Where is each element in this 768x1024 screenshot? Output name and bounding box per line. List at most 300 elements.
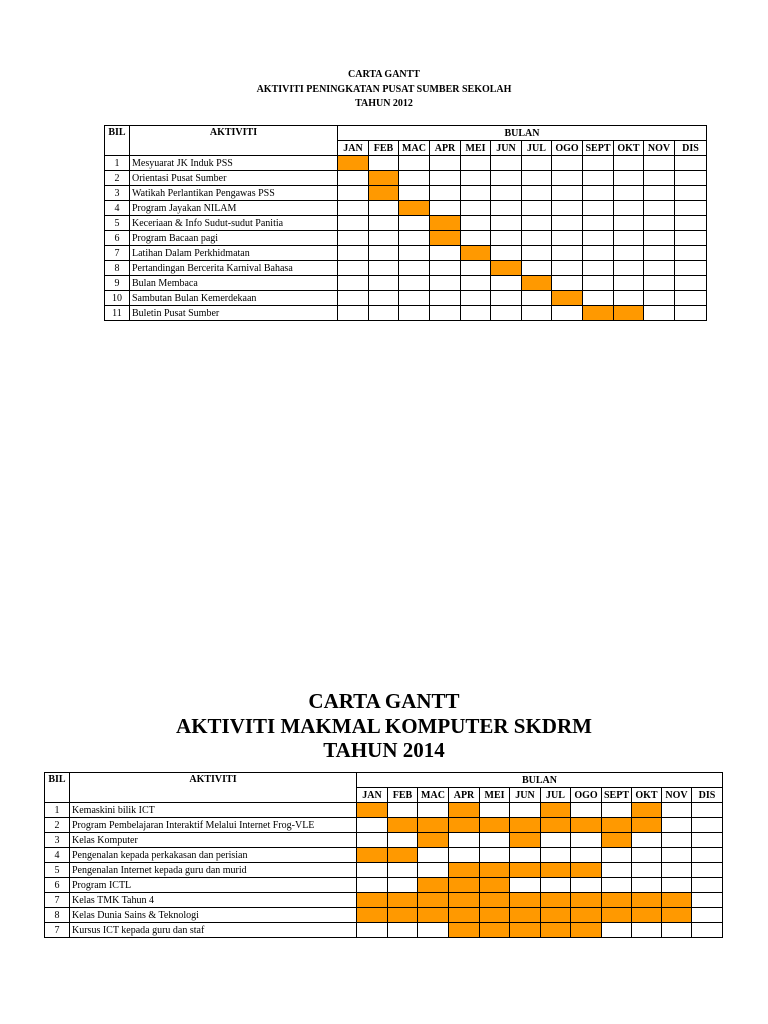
row-bil: 4 [105, 201, 130, 216]
gantt-cell [614, 261, 644, 276]
gantt-cell [418, 803, 449, 818]
month-header-sept: SEPT [602, 788, 632, 803]
gantt-cell [644, 306, 675, 321]
gantt-cell-active [571, 893, 602, 908]
gantt-cell [583, 291, 614, 306]
gantt-cell-active [449, 818, 480, 833]
row-aktiviti: Kursus ICT kepada guru dan staf [70, 923, 357, 938]
gantt-cell [491, 201, 522, 216]
chart2-title-line1: CARTA GANTT [308, 689, 460, 713]
gantt-cell [614, 156, 644, 171]
row-bil: 11 [105, 306, 130, 321]
gantt-cell-active [338, 156, 369, 171]
gantt-cell-active [602, 818, 632, 833]
table-row [105, 306, 707, 321]
chart1-title-line1: CARTA GANTT [348, 69, 420, 80]
gantt-cell [461, 171, 491, 186]
month-header-mei: MEI [461, 141, 491, 156]
gantt-cell [541, 833, 571, 848]
row-bil: 8 [45, 908, 70, 923]
gantt-cell [583, 246, 614, 261]
row-aktiviti: Kelas TMK Tahun 4 [70, 893, 357, 908]
gantt-cell [399, 171, 430, 186]
gantt-cell [571, 848, 602, 863]
gantt-cell [418, 923, 449, 938]
row-bil: 3 [105, 186, 130, 201]
gantt-cell [430, 306, 461, 321]
gantt-cell [675, 171, 707, 186]
gantt-cell [399, 186, 430, 201]
row-aktiviti: Kemaskini bilik ICT [70, 803, 357, 818]
gantt-cell [552, 216, 583, 231]
month-header-dis: DIS [692, 788, 723, 803]
gantt-cell [491, 156, 522, 171]
gantt-cell [461, 306, 491, 321]
gantt-cell [552, 261, 583, 276]
gantt-cell [430, 201, 461, 216]
table-row [45, 878, 723, 893]
gantt-cell [338, 201, 369, 216]
header-bulan: BULAN [338, 126, 707, 141]
gantt-cell-active [388, 818, 418, 833]
gantt-cell [491, 231, 522, 246]
gantt-table-2012 [104, 125, 707, 321]
gantt-cell [602, 923, 632, 938]
header-aktiviti: AKTIVITI [130, 126, 338, 156]
row-bil: 3 [45, 833, 70, 848]
table-row [45, 923, 723, 938]
gantt-cell-active [571, 908, 602, 923]
gantt-cell [571, 878, 602, 893]
gantt-cell-active [388, 848, 418, 863]
gantt-cell [602, 878, 632, 893]
table-row [105, 201, 707, 216]
gantt-cell [522, 261, 552, 276]
row-aktiviti: Mesyuarat JK Induk PSS [130, 156, 338, 171]
gantt-cell-active [614, 306, 644, 321]
month-header-ogo: OGO [552, 141, 583, 156]
row-aktiviti: Pengenalan Internet kepada guru dan murid [70, 863, 357, 878]
gantt-cell [614, 171, 644, 186]
chart1-title-line3: TAHUN 2012 [355, 98, 413, 109]
row-aktiviti: Latihan Dalam Perkhidmatan [130, 246, 338, 261]
table-row [105, 216, 707, 231]
gantt-cell [388, 803, 418, 818]
gantt-cell-active [399, 201, 430, 216]
gantt-cell [338, 216, 369, 231]
gantt-cell-active [571, 863, 602, 878]
gantt-cell-active [449, 893, 480, 908]
gantt-cell [644, 231, 675, 246]
gantt-cell [522, 171, 552, 186]
chart1-title-line2: AKTIVITI PENINGKATAN PUSAT SUMBER SEKOLAH [256, 84, 512, 95]
gantt-cell [491, 171, 522, 186]
month-header-mac: MAC [418, 788, 449, 803]
gantt-cell [388, 833, 418, 848]
gantt-cell [632, 863, 662, 878]
gantt-cell-active [510, 923, 541, 938]
gantt-cell [583, 261, 614, 276]
gantt-cell [552, 276, 583, 291]
gantt-cell [491, 216, 522, 231]
row-aktiviti: Program Pembelajaran Interaktif Melalui Internet Frog-VLE [70, 818, 357, 833]
gantt-cell [675, 306, 707, 321]
gantt-cell [662, 878, 692, 893]
month-header-sept: SEPT [583, 141, 614, 156]
gantt-cell [662, 848, 692, 863]
gantt-cell-active [388, 893, 418, 908]
gantt-cell [510, 878, 541, 893]
gantt-cell [369, 246, 399, 261]
month-header-apr: APR [430, 141, 461, 156]
chart2-title-line2: AKTIVITI MAKMAL KOMPUTER SKDRM [176, 714, 592, 738]
gantt-cell [541, 848, 571, 863]
row-bil: 8 [105, 261, 130, 276]
gantt-cell [602, 848, 632, 863]
gantt-cell [399, 246, 430, 261]
gantt-cell [662, 863, 692, 878]
gantt-cell [369, 261, 399, 276]
gantt-cell [480, 848, 510, 863]
month-header-jan: JAN [338, 141, 369, 156]
gantt-cell [522, 186, 552, 201]
row-bil: 1 [45, 803, 70, 818]
gantt-cell-active [602, 908, 632, 923]
gantt-cell [399, 276, 430, 291]
gantt-cell [461, 291, 491, 306]
gantt-cell-active [480, 923, 510, 938]
gantt-cell [510, 803, 541, 818]
gantt-cell [522, 291, 552, 306]
gantt-cell [675, 261, 707, 276]
gantt-cell-active [449, 908, 480, 923]
gantt-cell [644, 246, 675, 261]
gantt-cell [692, 893, 723, 908]
month-header-feb: FEB [388, 788, 418, 803]
gantt-cell-active [357, 848, 388, 863]
gantt-cell-active [418, 893, 449, 908]
gantt-cell [491, 276, 522, 291]
gantt-cell [644, 291, 675, 306]
row-bil: 4 [45, 848, 70, 863]
gantt-cell [357, 833, 388, 848]
gantt-cell [491, 246, 522, 261]
gantt-cell-active [491, 261, 522, 276]
row-bil: 5 [45, 863, 70, 878]
gantt-cell [602, 803, 632, 818]
gantt-cell [510, 848, 541, 863]
row-bil: 6 [45, 878, 70, 893]
gantt-cell [662, 803, 692, 818]
gantt-cell [614, 216, 644, 231]
month-header-feb: FEB [369, 141, 399, 156]
gantt-cell [552, 171, 583, 186]
gantt-cell [522, 201, 552, 216]
gantt-cell [614, 291, 644, 306]
gantt-cell-active [552, 291, 583, 306]
gantt-cell [571, 833, 602, 848]
gantt-cell [571, 803, 602, 818]
gantt-cell [369, 276, 399, 291]
chart2-title-line3: TAHUN 2014 [323, 738, 445, 762]
gantt-cell [692, 923, 723, 938]
gantt-cell [552, 186, 583, 201]
gantt-cell [399, 216, 430, 231]
gantt-cell-active [571, 818, 602, 833]
month-header-jun: JUN [510, 788, 541, 803]
gantt-cell [399, 306, 430, 321]
gantt-cell-active [571, 923, 602, 938]
gantt-cell-active [541, 818, 571, 833]
month-header-mac: MAC [399, 141, 430, 156]
gantt-cell [662, 923, 692, 938]
gantt-cell-active [541, 803, 571, 818]
gantt-cell [369, 216, 399, 231]
row-bil: 2 [105, 171, 130, 186]
gantt-cell [461, 231, 491, 246]
gantt-cell-active [388, 908, 418, 923]
row-aktiviti: Keceriaan & Info Sudut-sudut Panitia [130, 216, 338, 231]
gantt-cell [583, 276, 614, 291]
gantt-cell-active [510, 863, 541, 878]
gantt-cell-active [357, 893, 388, 908]
gantt-cell [614, 246, 644, 261]
gantt-cell [522, 216, 552, 231]
gantt-cell-active [430, 216, 461, 231]
gantt-cell [449, 848, 480, 863]
gantt-cell [662, 833, 692, 848]
gantt-cell [449, 833, 480, 848]
gantt-cell-active [357, 908, 388, 923]
gantt-cell-active [461, 246, 491, 261]
gantt-cell-active [510, 833, 541, 848]
row-aktiviti: Pengenalan kepada perkakasan dan perisian [70, 848, 357, 863]
gantt-cell-active [369, 171, 399, 186]
gantt-cell [461, 261, 491, 276]
gantt-cell [675, 276, 707, 291]
gantt-cell [480, 833, 510, 848]
gantt-cell [430, 276, 461, 291]
header-bil: BIL [105, 126, 130, 156]
gantt-cell [522, 246, 552, 261]
gantt-cell [675, 231, 707, 246]
row-bil: 6 [105, 231, 130, 246]
gantt-cell [338, 186, 369, 201]
gantt-cell [614, 186, 644, 201]
gantt-table-2014 [44, 772, 723, 938]
table-row [45, 908, 723, 923]
gantt-cell-active [632, 893, 662, 908]
gantt-cell [388, 878, 418, 893]
gantt-cell [692, 803, 723, 818]
gantt-cell [644, 171, 675, 186]
gantt-cell [583, 231, 614, 246]
month-header-dis: DIS [675, 141, 707, 156]
gantt-cell [399, 156, 430, 171]
gantt-cell [338, 246, 369, 261]
gantt-cell-active [449, 878, 480, 893]
month-header-jan: JAN [357, 788, 388, 803]
gantt-cell-active [430, 231, 461, 246]
row-bil: 9 [105, 276, 130, 291]
gantt-cell [692, 863, 723, 878]
gantt-cell [338, 171, 369, 186]
gantt-cell [338, 261, 369, 276]
row-aktiviti: Pertandingan Bercerita Karnival Bahasa [130, 261, 338, 276]
gantt-cell [614, 201, 644, 216]
month-header-jul: JUL [522, 141, 552, 156]
gantt-cell [614, 231, 644, 246]
table-row [105, 186, 707, 201]
gantt-cell [552, 156, 583, 171]
gantt-cell-active [522, 276, 552, 291]
gantt-cell-active [449, 803, 480, 818]
row-aktiviti: Watikah Perlantikan Pengawas PSS [130, 186, 338, 201]
month-header-jun: JUN [491, 141, 522, 156]
gantt-cell-active [632, 818, 662, 833]
gantt-cell [369, 306, 399, 321]
gantt-cell-active [369, 186, 399, 201]
gantt-cell [338, 231, 369, 246]
month-header-ogo: OGO [571, 788, 602, 803]
header-aktiviti: AKTIVITI [70, 773, 357, 803]
gantt-cell-active [480, 863, 510, 878]
gantt-cell [388, 863, 418, 878]
row-bil: 10 [105, 291, 130, 306]
gantt-cell [491, 306, 522, 321]
table-row [45, 863, 723, 878]
month-header-mei: MEI [480, 788, 510, 803]
gantt-cell-active [602, 833, 632, 848]
gantt-cell [461, 216, 491, 231]
gantt-cell [644, 216, 675, 231]
gantt-cell [614, 276, 644, 291]
gantt-cell [522, 231, 552, 246]
gantt-cell [675, 216, 707, 231]
gantt-cell [491, 291, 522, 306]
table-row [45, 803, 723, 818]
gantt-cell-active [510, 908, 541, 923]
gantt-cell-active [541, 908, 571, 923]
gantt-cell-active [541, 923, 571, 938]
gantt-cell [583, 216, 614, 231]
row-aktiviti: Program Jayakan NILAM [130, 201, 338, 216]
gantt-cell [583, 171, 614, 186]
row-aktiviti: Sambutan Bulan Kemerdekaan [130, 291, 338, 306]
gantt-cell [692, 848, 723, 863]
gantt-cell [461, 276, 491, 291]
table-row [105, 231, 707, 246]
row-bil: 5 [105, 216, 130, 231]
gantt-cell-active [480, 908, 510, 923]
gantt-cell [399, 231, 430, 246]
table-row [105, 156, 707, 171]
row-aktiviti: Program Bacaan pagi [130, 231, 338, 246]
gantt-cell-active [449, 863, 480, 878]
gantt-cell [369, 231, 399, 246]
table-row [105, 291, 707, 306]
table-row [45, 893, 723, 908]
gantt-cell [552, 306, 583, 321]
table-row [45, 848, 723, 863]
gantt-cell [541, 878, 571, 893]
gantt-cell [461, 186, 491, 201]
gantt-cell [632, 833, 662, 848]
gantt-cell [388, 923, 418, 938]
gantt-cell [583, 156, 614, 171]
gantt-cell [461, 201, 491, 216]
gantt-cell [430, 291, 461, 306]
gantt-cell [632, 848, 662, 863]
gantt-cell [644, 186, 675, 201]
gantt-cell [602, 863, 632, 878]
gantt-cell [644, 261, 675, 276]
gantt-cell [418, 863, 449, 878]
gantt-cell [418, 848, 449, 863]
gantt-cell [430, 156, 461, 171]
gantt-cell [632, 878, 662, 893]
gantt-cell [357, 878, 388, 893]
row-bil: 2 [45, 818, 70, 833]
row-aktiviti: Kelas Komputer [70, 833, 357, 848]
gantt-cell-active [480, 893, 510, 908]
gantt-cell-active [510, 818, 541, 833]
row-aktiviti: Buletin Pusat Sumber [130, 306, 338, 321]
gantt-cell-active [583, 306, 614, 321]
gantt-cell-active [541, 893, 571, 908]
gantt-cell-active [510, 893, 541, 908]
table-row [45, 833, 723, 848]
gantt-cell [357, 923, 388, 938]
row-bil: 7 [105, 246, 130, 261]
gantt-cell-active [418, 818, 449, 833]
gantt-cell [552, 201, 583, 216]
row-aktiviti: Bulan Membaca [130, 276, 338, 291]
row-bil: 7 [45, 923, 70, 938]
gantt-cell [583, 201, 614, 216]
row-aktiviti: Program ICTL [70, 878, 357, 893]
gantt-cell [675, 246, 707, 261]
gantt-cell [692, 833, 723, 848]
row-bil: 1 [105, 156, 130, 171]
gantt-cell [338, 276, 369, 291]
gantt-cell [369, 156, 399, 171]
gantt-cell-active [418, 878, 449, 893]
gantt-cell-active [662, 908, 692, 923]
gantt-cell-active [357, 803, 388, 818]
gantt-cell [357, 863, 388, 878]
month-header-okt: OKT [614, 141, 644, 156]
gantt-cell [692, 878, 723, 893]
gantt-cell [369, 291, 399, 306]
gantt-cell-active [632, 908, 662, 923]
gantt-cell [430, 246, 461, 261]
gantt-cell [675, 156, 707, 171]
gantt-cell-active [418, 908, 449, 923]
table-row [45, 818, 723, 833]
gantt-cell-active [662, 893, 692, 908]
row-bil: 7 [45, 893, 70, 908]
gantt-cell-active [602, 893, 632, 908]
header-bil: BIL [45, 773, 70, 803]
gantt-cell [338, 306, 369, 321]
table-row [105, 261, 707, 276]
gantt-cell [461, 156, 491, 171]
gantt-cell-active [632, 803, 662, 818]
month-header-nov: NOV [662, 788, 692, 803]
gantt-cell-active [541, 863, 571, 878]
gantt-cell [644, 156, 675, 171]
